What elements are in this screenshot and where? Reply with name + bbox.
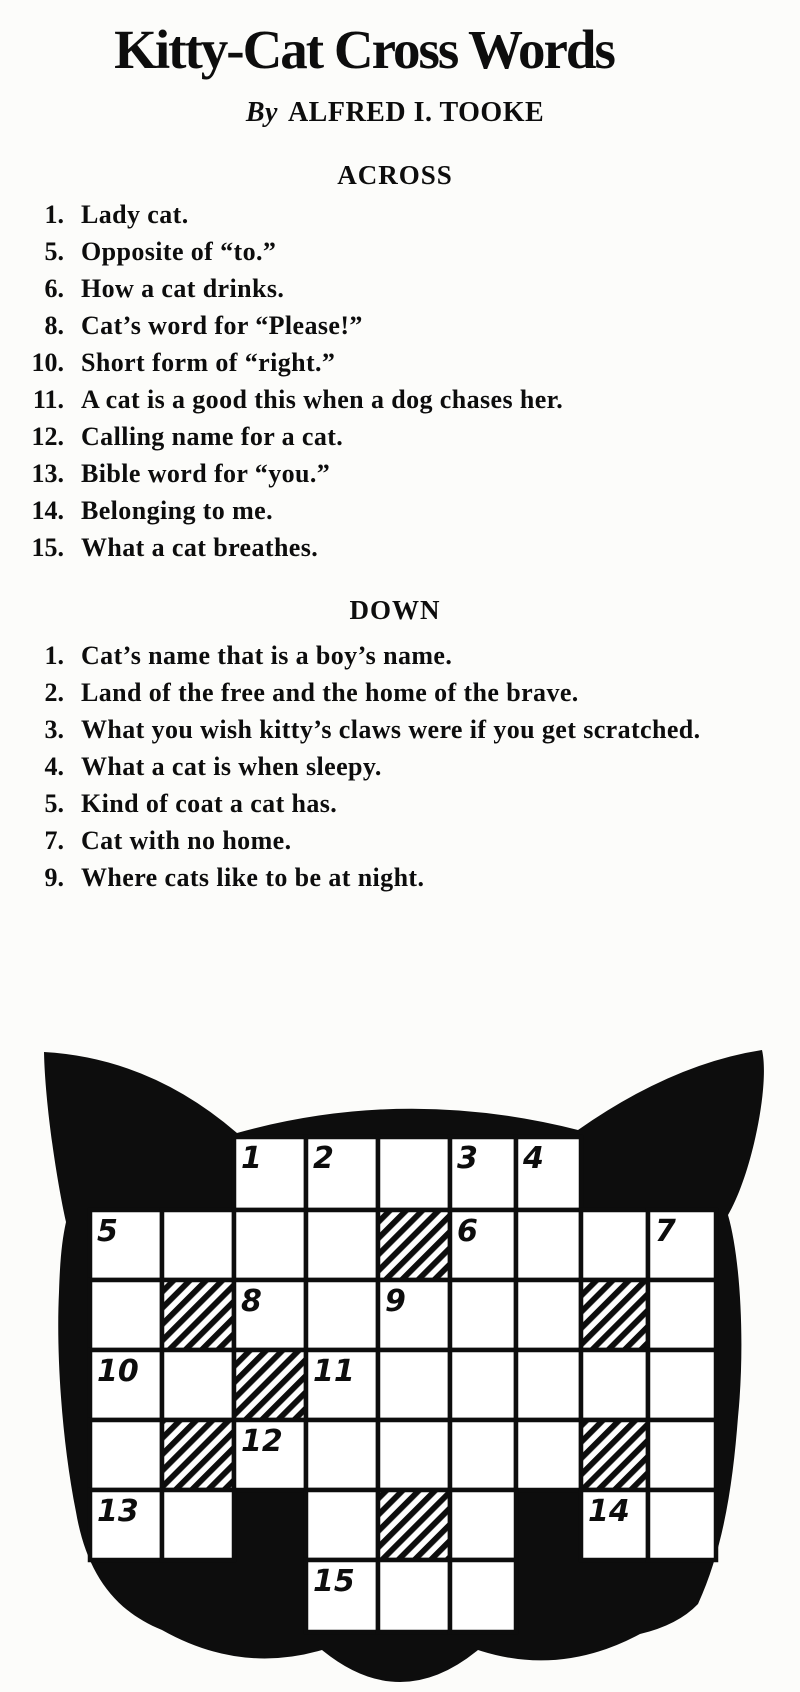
grid-cell-number: 3 (457, 1141, 478, 1176)
grid-cell (648, 1280, 716, 1350)
grid-cell (450, 1420, 516, 1490)
across-clue-1 (16, 196, 720, 233)
clue-number: 6. (44, 274, 64, 303)
clue-text: Belonging to me. (81, 496, 274, 525)
grid-cell-number: 12 (241, 1424, 283, 1459)
across-clue-8 (16, 307, 720, 344)
clue-number: 14. (31, 496, 64, 525)
grid-cell-number: 4 (523, 1141, 544, 1176)
clue-text: Calling name for a cat. (81, 422, 344, 451)
across-clue-15 (16, 529, 720, 566)
grid-cell (378, 1560, 450, 1632)
clue-number: 9. (44, 863, 64, 892)
clue-number: 1. (44, 200, 64, 229)
grid-cell (516, 1280, 581, 1350)
grid-cell (581, 1350, 648, 1420)
across-clue-11 (16, 381, 720, 418)
clue-number: 3. (44, 715, 64, 744)
clue-text: How a cat drinks. (81, 274, 285, 303)
clue-text: Cat with no home. (81, 826, 292, 855)
across-clue-5 (16, 233, 720, 270)
grid-cell (378, 1350, 450, 1420)
clue-text: A cat is a good this when a dog chases her. (81, 385, 564, 414)
clue-number: 5. (44, 789, 64, 818)
grid-cell-number: 13 (97, 1494, 139, 1529)
grid-cell-number: 6 (457, 1214, 478, 1249)
clue-number: 7. (44, 826, 64, 855)
grid-cell (450, 1350, 516, 1420)
grid-cell-number: 9 (385, 1284, 406, 1319)
clue-text: What a cat breathes. (81, 533, 319, 562)
grid-cell-number: 5 (97, 1214, 118, 1249)
across-clue-14 (16, 492, 720, 529)
clue-number: 8. (44, 311, 64, 340)
grid-cell (306, 1490, 378, 1560)
clue-text: Cat’s word for “Please!” (81, 311, 363, 340)
clue-number: 1. (44, 641, 64, 670)
down-clue-3 (16, 711, 720, 748)
across-clue-12 (16, 418, 720, 455)
across-clue-13 (16, 455, 720, 492)
blocked-cell (162, 1420, 234, 1490)
clue-text: Lady cat. (81, 200, 189, 229)
grid-cell-number: 14 (588, 1494, 630, 1529)
blocked-cell (581, 1280, 648, 1350)
clue-text: What a cat is when sleepy. (81, 752, 382, 781)
clue-text: Bible word for “you.” (81, 459, 331, 488)
grid-cell (450, 1280, 516, 1350)
grid-cell-number: 7 (655, 1214, 676, 1249)
grid-cell (516, 1420, 581, 1490)
down-clue-7 (16, 822, 720, 859)
down-clue-9 (16, 859, 720, 896)
grid-cell (450, 1560, 516, 1632)
grid-cell-number: 1 (241, 1141, 262, 1176)
grid-cell (648, 1420, 716, 1490)
down-clue-4 (16, 748, 720, 785)
grid-cell-number: 8 (241, 1284, 262, 1319)
clue-number: 15. (31, 533, 64, 562)
grid-cell (234, 1210, 306, 1280)
across-clue-6 (16, 270, 720, 307)
down-clue-list (16, 637, 720, 896)
across-clue-list (16, 196, 720, 566)
clue-number: 13. (31, 459, 64, 488)
across-heading: ACROSS (337, 160, 453, 190)
grid-cell (450, 1490, 516, 1560)
blocked-cell (378, 1210, 450, 1280)
grid-cell (162, 1350, 234, 1420)
grid-cells (90, 1137, 716, 1632)
down-clue-5 (16, 785, 720, 822)
grid-cell (90, 1420, 162, 1490)
clue-number: 2. (44, 678, 64, 707)
grid-cell (378, 1420, 450, 1490)
down-heading: DOWN (349, 595, 441, 625)
page-title: Kitty-Cat Cross Words (114, 19, 614, 80)
crossword-puzzle (0, 962, 800, 1692)
clue-text: Opposite of “to.” (81, 237, 277, 266)
across-clue-10 (16, 344, 720, 381)
grid-cell (162, 1210, 234, 1280)
down-clue-1 (16, 637, 720, 674)
blocked-cell (162, 1280, 234, 1350)
blocked-cell (581, 1420, 648, 1490)
blocked-cell (234, 1350, 306, 1420)
clue-number: 10. (31, 348, 64, 377)
grid-cell (306, 1280, 378, 1350)
grid-cell (306, 1420, 378, 1490)
clue-text: Cat’s name that is a boy’s name. (81, 641, 453, 670)
grid-cell (162, 1490, 234, 1560)
clue-text: What you wish kitty’s claws were if you get scratched. (81, 715, 701, 744)
crossword-puzzle-svg (0, 962, 800, 1692)
grid-cell (581, 1210, 648, 1280)
grid-cell-number: 11 (313, 1354, 355, 1389)
byline-author: ALFRED I. TOOKE (287, 97, 545, 128)
byline-prefix: By (245, 97, 278, 128)
grid-cell (516, 1210, 581, 1280)
clue-text: Short form of “right.” (81, 348, 336, 377)
grid-cell (90, 1280, 162, 1350)
grid-cell (648, 1490, 716, 1560)
grid-cell-number: 15 (313, 1564, 355, 1599)
clue-text: Where cats like to be at night. (81, 863, 425, 892)
clue-number: 5. (44, 237, 64, 266)
grid-cell (306, 1210, 378, 1280)
down-clue-2 (16, 674, 720, 711)
grid-cell-number: 2 (313, 1141, 334, 1176)
grid-cell (516, 1350, 581, 1420)
blocked-cell (378, 1490, 450, 1560)
grid-cell-number: 10 (97, 1354, 139, 1389)
clue-number: 12. (31, 422, 64, 451)
clue-number: 11. (32, 385, 64, 414)
grid-cell (648, 1350, 716, 1420)
clue-number: 4. (44, 752, 64, 781)
grid-cell (378, 1137, 450, 1210)
clue-text: Land of the free and the home of the brave. (81, 678, 579, 707)
byline (0, 97, 790, 129)
clue-text: Kind of coat a cat has. (81, 789, 338, 818)
